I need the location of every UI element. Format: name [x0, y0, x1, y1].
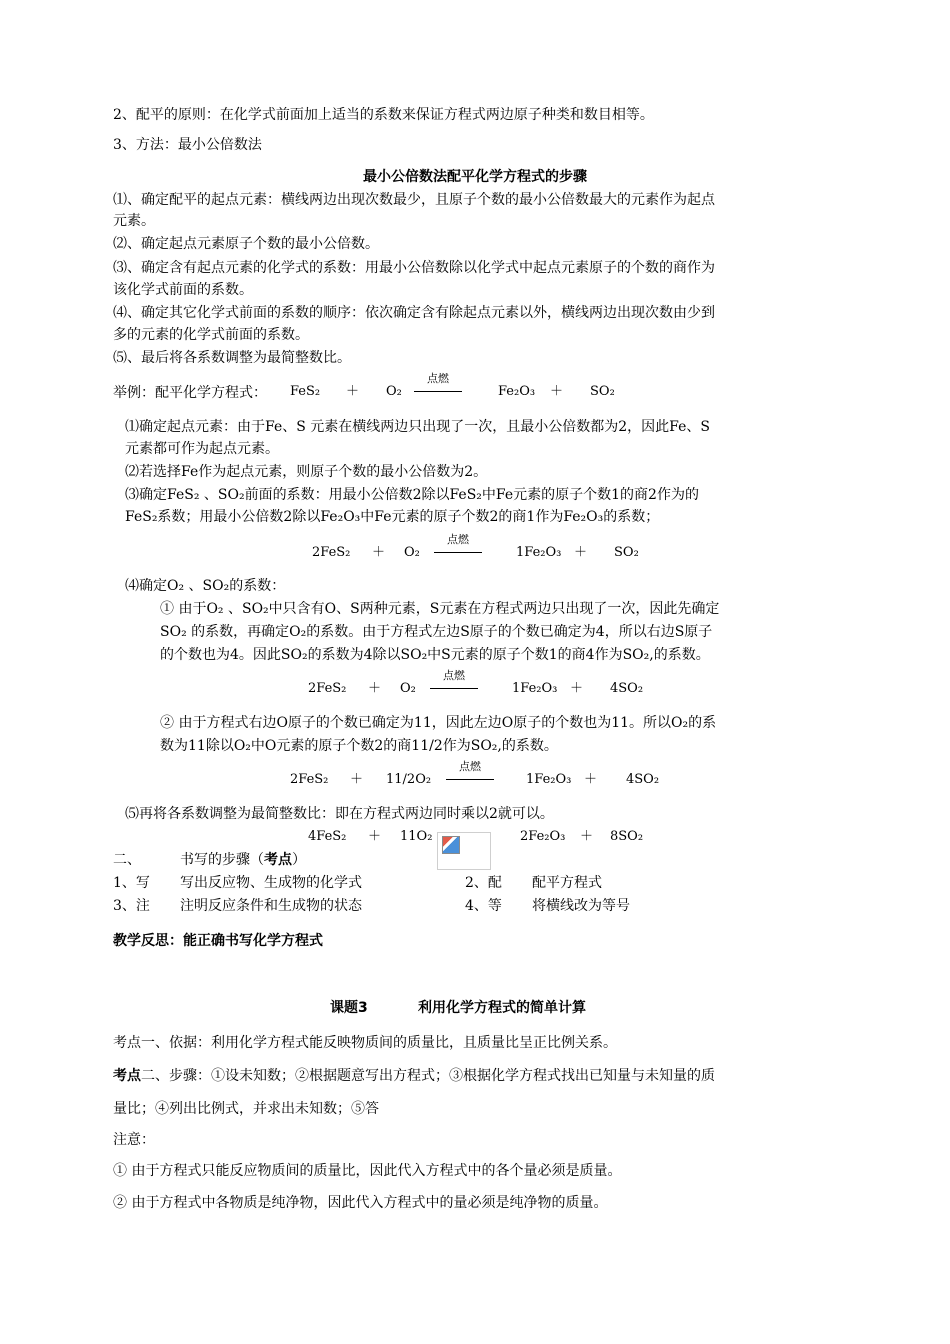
product-1: 1Fe₂O₃ [512, 681, 558, 696]
case-2a: ② 由于方程式右边O原子的个数已确定为11，因此左边O原子的个数也为11。所以O₂的系 [160, 715, 717, 731]
product-1: 2Fe₂O₃ [520, 829, 566, 844]
reaction-arrow: 点燃 [434, 532, 482, 553]
plus-sign: ＋ [368, 681, 382, 696]
case-1c: 的个数也为4。因此SO₂的系数为4除以SO₂中S元素的原子个数1的商4作为SO₂,的系数。 [160, 647, 710, 663]
broken-image-icon [442, 836, 460, 854]
write-step-3-text: 注明反应条件和生成物的状态 [180, 898, 362, 914]
reactant-2: O₂ [400, 681, 416, 696]
steps-heading: 最小公倍数法配平化学方程式的步骤 [363, 169, 587, 185]
example-3b: FeS₂系数；用最小公倍数2除以Fe₂O₃中Fe元素的原子个数2的商1作为Fe₂O₃的系数； [125, 509, 660, 525]
example-label: 举例：配平化学方程式： [113, 385, 267, 401]
plus-sign: ＋ [574, 545, 588, 560]
step-4b: 多的元素的化学式前面的系数。 [113, 327, 309, 343]
section-2-number: 二、 [113, 852, 141, 868]
teaching-reflection: 教学反思：能正确书写化学方程式 [113, 933, 323, 949]
case-2b: 数为11除以O₂中O元素的原子个数2的商11/2作为SO₂,的系数。 [160, 738, 558, 754]
broken-image-placeholder [437, 832, 491, 870]
case-1b: SO₂ 的系数，再确定O₂的系数。由于方程式左边S原子的个数已确定为4，所以右边S原子 [160, 624, 713, 640]
write-step-4-num: 4、等 [465, 898, 502, 914]
reactant-2: 11O₂ [400, 829, 433, 844]
product-2: 4SO₂ [610, 681, 644, 696]
reactant-1: FeS₂ [290, 384, 321, 399]
key-point-1: 考点一、依据：利用化学方程式能反映物质间的质量比，且质量比呈正比例关系。 [113, 1035, 617, 1051]
reactant-2: 11/2O₂ [386, 772, 432, 787]
reactant-1: 2FeS₂ [312, 545, 351, 560]
product-1: 1Fe₂O₃ [516, 545, 562, 560]
reactant-1: 2FeS₂ [290, 772, 329, 787]
reactant-2: O₂ [386, 384, 402, 399]
topic-3-title: 利用化学方程式的简单计算 [418, 1000, 586, 1016]
equation-original [290, 371, 630, 405]
reactant-1: 2FeS₂ [308, 681, 347, 696]
reactant-1: 4FeS₂ [308, 829, 347, 844]
section-2-title: 书写的步骤（考点） [180, 852, 306, 868]
step-3b: 该化学式前面的系数。 [113, 282, 253, 298]
equation-step-1 [312, 532, 652, 566]
key-point-2b: 量比；④列出比例式，并求出未知数；⑤答 [113, 1101, 379, 1117]
topic-3-number: 课题3 [330, 1000, 368, 1016]
method-line: 3、方法：最小公倍数法 [113, 137, 262, 153]
product-2: SO₂ [614, 545, 639, 560]
step-2: ⑵、确定起点元素原子个数的最小公倍数。 [113, 236, 379, 252]
reaction-arrow: 点燃 [430, 668, 478, 689]
write-step-4-text: 将横线改为等号 [532, 898, 630, 914]
plus-sign: ＋ [372, 545, 386, 560]
plus-sign: ＋ [368, 829, 382, 844]
write-step-2-text: 配平方程式 [532, 875, 602, 891]
equation-step-2 [308, 668, 648, 702]
note-1: ① 由于方程式只能反应物质间的质量比，因此代入方程式中的各个量必须是质量。 [113, 1163, 622, 1179]
product-2: 4SO₂ [626, 772, 660, 787]
step-4a: ⑷、确定其它化学式前面的系数的顺序：依次确定含有除起点元素以外，横线两边出现次数由少到 [113, 305, 715, 321]
note-label: 注意： [113, 1132, 155, 1148]
write-step-1-text: 写出反应物、生成物的化学式 [180, 875, 362, 891]
reaction-arrow: 点燃 [414, 371, 462, 392]
write-step-2-num: 2、配 [465, 875, 502, 891]
write-step-1-num: 1、写 [113, 875, 150, 891]
product-2: SO₂ [590, 384, 615, 399]
product-2: 8SO₂ [610, 829, 644, 844]
example-5: ⑸再将各系数调整为最简整数比：即在方程式两边同时乘以2就可以。 [125, 806, 554, 822]
step-5: ⑸、最后将各系数调整为最简整数比。 [113, 350, 351, 366]
equation-step-3 [290, 759, 660, 793]
example-3a: ⑶确定FeS₂ 、SO₂前面的系数：用最小公倍数2除以FeS₂中Fe元素的原子个数1的商2作为的 [125, 487, 699, 503]
key-point-2a: 考点二、步骤：①设未知数；②根据题意写出方程式；③根据化学方程式找出已知量与未知量的质 [113, 1068, 715, 1084]
product-1: Fe₂O₃ [498, 384, 536, 399]
plus-sign: ＋ [570, 681, 584, 696]
example-2: ⑵若选择Fe作为起点元素，则原子个数的最小公倍数为2。 [125, 464, 488, 480]
example-4: ⑷确定O₂ 、SO₂的系数： [125, 578, 286, 594]
note-2: ② 由于方程式中各物质是纯净物，因此代入方程式中的量必须是纯净物的质量。 [113, 1195, 608, 1211]
balance-principle: 2、配平的原则：在化学式前面加上适当的系数来保证方程式两边原子种类和数目相等。 [113, 107, 654, 123]
product-1: 1Fe₂O₃ [526, 772, 572, 787]
plus-sign: ＋ [580, 829, 594, 844]
reaction-arrow: 点燃 [446, 759, 494, 780]
plus-sign: ＋ [346, 384, 360, 399]
step-3a: ⑶、确定含有起点元素的化学式的系数：用最小公倍数除以化学式中起点元素原子的个数的商作为 [113, 260, 715, 276]
plus-sign: ＋ [550, 384, 564, 399]
write-step-3-num: 3、注 [113, 898, 150, 914]
step-1a: ⑴、确定配平的起点元素：横线两边出现次数最少，且原子个数的最小公倍数最大的元素作为起点 [113, 192, 715, 208]
example-1a: ⑴确定起点元素：由于Fe、S 元素在横线两边只出现了一次，且最小公倍数都为2，因此Fe、S [125, 419, 711, 435]
case-1a: ① 由于O₂ 、SO₂中只含有O、S两种元素，S元素在方程式两边只出现了一次，因此先确定 [160, 601, 720, 617]
step-1b: 元素。 [113, 213, 155, 229]
plus-sign: ＋ [350, 772, 364, 787]
reactant-2: O₂ [404, 545, 420, 560]
example-1b: 元素都可作为起点元素。 [125, 441, 279, 457]
plus-sign: ＋ [584, 772, 598, 787]
